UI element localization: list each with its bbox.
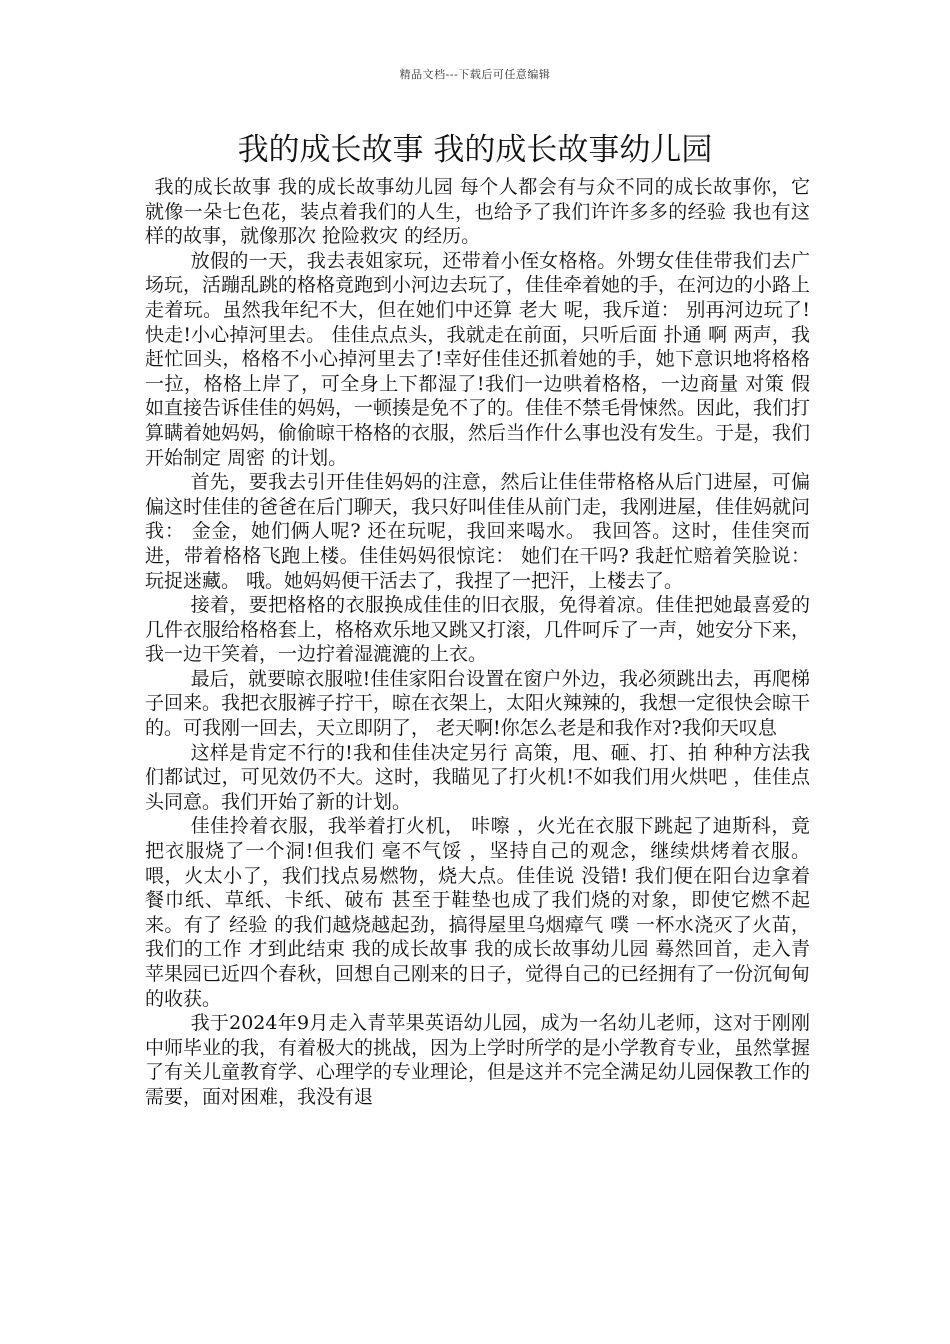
paragraph: 佳佳拎着衣服，我举着打火机， 咔嚓 ，火光在衣服下跳起了迪斯科，竟把衣服烧了一个洞!但我们 毫不气馁 ，坚持自己的观念，继续烘烤着衣服。 喂，火太小了，我们找点易燃物，烧大点。佳佳说 没错! 我们便在阳台边拿着餐巾纸、草纸、卡纸、破布 甚至于鞋垫也成了我们烧的对象，即使它燃不起来。有了 经验 的我们越烧越起劲，搞得屋里乌烟瘴气 噗 一杯水浇灭了火苗，我们的工作 才到此结束 我的成长故事 我的成长故事幼儿园 蓦然回首，走入青苹果园已近四个春秋，回想自己刚来的日子，觉得自己的已经拥有了一份沉甸甸的收获。 bbox=[145, 815, 811, 1010]
paragraph: 接着，要把格格的衣服换成佳佳的旧衣服，免得着凉。佳佳把她最喜爱的几件衣服给格格套上，格格欢乐地又跳又打滚，几件呵斥了一声，她安分下来，我一边干笑着，一边拧着湿漉漉的上衣。 bbox=[145, 594, 811, 666]
document-title: 我的成长故事 我的成长故事幼儿园 bbox=[237, 132, 713, 168]
header-note: 精品文档---下载后可任意编辑 bbox=[399, 68, 551, 81]
paragraph: 这样是肯定不行的!我和佳佳决定另行 高策，甩、砸、打、拍 种种方法我们都试过，可见效仍不大。这时，我瞄见了打火机!不如我们用火烘吧 ，佳佳点头同意。我们开始了新的计划。 bbox=[145, 741, 810, 813]
paragraph: 首先，要我去引开佳佳妈妈的注意，然后让佳佳带格格从后门进屋，可偏偏这时佳佳的爸爸在后门聊天，我只好叫佳佳从前门走，我刚进屋，佳佳妈就问我： 金金，她们俩人呢? 还在玩呢，我回来喝水。 我回答。这时，佳佳突而进，带着格格飞跑上楼。佳佳妈妈很惊诧： 她们在干吗? 我赶忙赔着笑脸说： 玩捉迷藏。 哦。她妈妈便干活去了，我捏了一把汗，上楼去了。 bbox=[145, 471, 811, 592]
paragraph: 我的成长故事 我的成长故事幼儿园 每个人都会有与众不同的成长故事你，它就像一朵七色花，装点着我们的人生，也给予了我们许许多多的经验 我也有这样的故事，就像那次 抢险救灾 的经历。 bbox=[145, 176, 810, 248]
paragraph: 最后，就要晾衣服啦!佳佳家阳台设置在窗户外边，我必须跳出去，再爬梯子回来。我把衣服裤子拧干，晾在衣架上，太阳火辣辣的，我想一定很快会晾干的。可我刚一回去，天立即阴了， 老天啊!你怎么老是和我作对?我仰天叹息 bbox=[145, 667, 811, 740]
document-body bbox=[145, 175, 810, 1110]
paragraph: 我于2024年9月走入青苹果英语幼儿园，成为一名幼儿老师，这对于刚刚中师毕业的我，有着极大的挑战，因为上学时所学的是小学教育专业，虽然掌握了有关儿童教育学、心理学的专业理论，但是这并不完全满足幼儿园保教工作的需要，面对困难，我没有退 bbox=[145, 1012, 811, 1108]
paragraph: 放假的一天，我去表姐家玩，还带着小侄女格格。外甥女佳佳带我们去广场玩，活蹦乱跳的格格竟跑到小河边去玩了，佳佳牵着她的手，在河边的小路上走着玩。虽然我年纪不大，但在她们中还算 老大 呢，我斥道： 别再河边玩了!快走!小心掉河里去。 佳佳点点头，我就走在前面，只听后面 扑通 啊 两声，我赶忙回头，格格不小心掉河里去了!幸好佳佳还抓着她的手，她下意识地将格格一拉，格格上岸了，可全身上下都湿了!我们一边哄着格格，一边商量 对策 假如直接告诉佳佳的妈妈，一顿揍是免不了的。佳佳不禁毛骨悚然。因此，我们打算瞒着她妈妈，偷偷晾干格格的衣服，然后当作什么事也没有发生。于是，我们开始制定 周密 的计划。 bbox=[145, 249, 811, 469]
